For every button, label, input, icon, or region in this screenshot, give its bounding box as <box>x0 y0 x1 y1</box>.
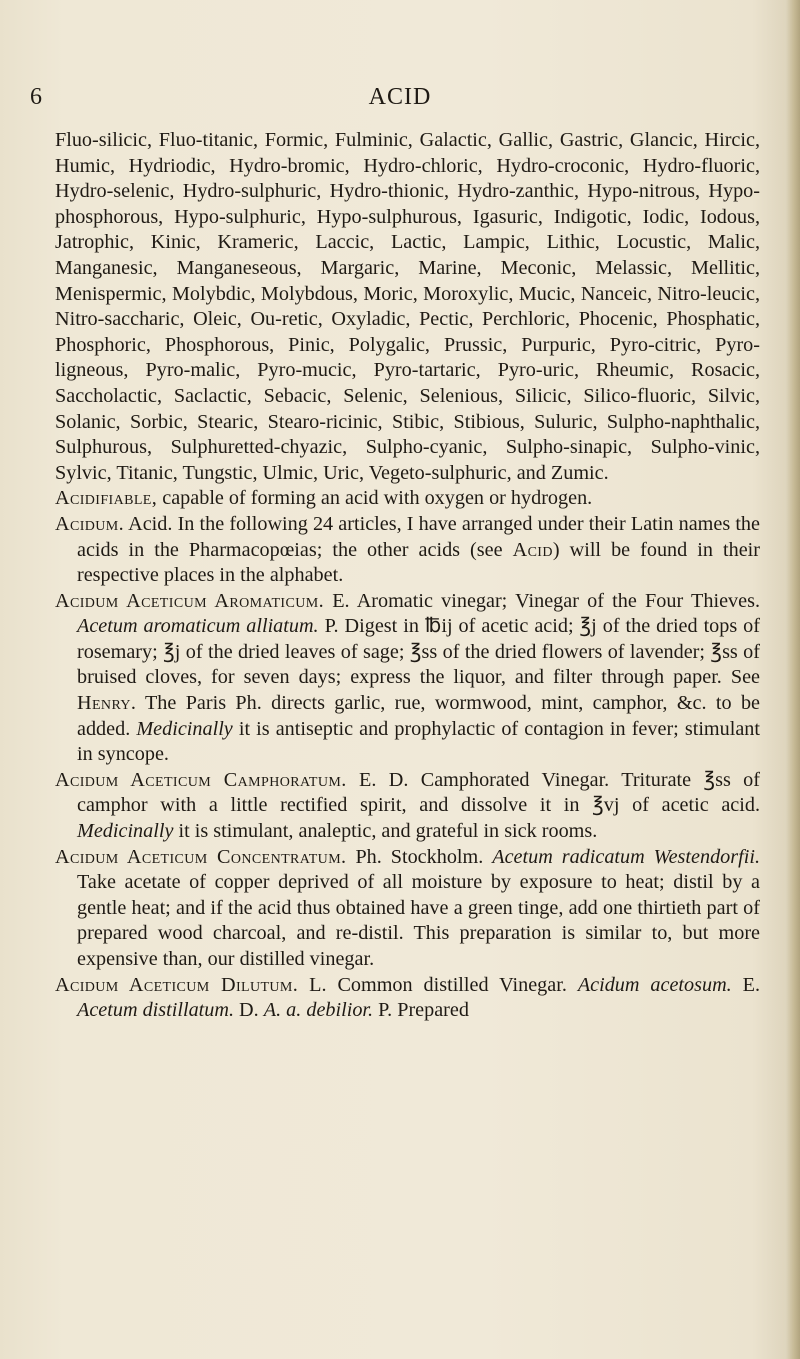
entry-text: Acid. In the following 24 articles, I have arranged under their Latin names the acids in the Pharmacopœias; the other acids (see <box>77 512 760 561</box>
page-edge-shadow <box>786 0 800 1359</box>
page-header <box>0 84 800 114</box>
entry-headword: Acidum Aceticum Concentratum. <box>55 845 347 868</box>
entry-text: E. <box>731 973 761 996</box>
entry-text: Take acetate of copper deprived of all moisture by exposure to heat; distil by a gentle heat; and if the acid thus obtained have a green tinge, add one thirtieth part of prepared wood charcoal, and re-distil. This preparation is similar to, but more expensive than, our distilled vinegar. <box>77 871 760 970</box>
entry-headword: Acidum. <box>55 512 125 535</box>
entry-acidum-aceticum-aromaticum <box>55 589 760 768</box>
cross-reference: Henry <box>77 692 131 715</box>
entry-text: D. <box>234 999 264 1022</box>
entry-text: capable of forming an acid with oxygen or hydrogen. <box>157 487 593 510</box>
dictionary-text <box>55 128 760 1024</box>
entry-text: Ph. Stockholm. <box>346 845 493 868</box>
entry-acidum <box>55 512 760 589</box>
entry-headword: Acidum Aceticum Camphoratum. <box>55 768 347 791</box>
entry-headword: Acidum Aceticum Dilutum. <box>55 973 299 996</box>
entry-text: it is antiseptic and prophylactic of contagion in fever; stimulant in syncope. <box>77 717 760 766</box>
entry-text: it is stimulant, analeptic, and grateful in sick rooms. <box>173 820 598 843</box>
latin-synonym: A. a. debilior. <box>263 999 374 1022</box>
page-number: 6 <box>30 84 42 110</box>
entry-acidifiable <box>55 486 760 512</box>
entry-text: P. Digest in ℔ij of acetic acid; ℥j of the dried tops of rosemary; ℥j of the dried leaves of sage; ℥ss of the dried flowers of lavender; ℥ss of bruised cloves, for seven days; express the liquor, and filter through paper. See <box>77 615 760 689</box>
entry-acidum-aceticum-concentratum <box>55 845 760 973</box>
usage-label: Medicinally <box>77 820 174 843</box>
latin-synonym: Acetum distillatum. <box>77 999 234 1022</box>
usage-label: Medicinally <box>136 717 233 740</box>
entry-acidum-aceticum-camphoratum <box>55 768 760 845</box>
entry-text: . The Paris Ph. directs garlic, rue, wormwood, mint, camphor, &c. to be added. <box>77 692 760 740</box>
latin-synonym: Acetum radicatum Westendorfii. <box>492 845 760 868</box>
entry-acidum-aceticum-dilutum <box>55 973 760 1024</box>
entry-headword: Acidum Aceticum Aromaticum. <box>55 589 325 612</box>
entry-text: P. Prepared <box>373 999 469 1022</box>
acid-list-continuation: Fluo-silicic, Fluo-titanic, Formic, Fulminic, Galactic, Gallic, Gastric, Glancic, Hircic, Humic, Hydriodic, Hydro-bromic, Hydro-chloric, Hydro-croconic, Hydro-fluoric, Hydro-selenic, Hydro-sulphuric, Hydro-thionic, Hydro-zanthic, Hypo-nitrous, Hypo-phosphorous, Hypo-sulphuric, Hypo-sulphurous, Igasuric, Indigotic, Iodic, Iodous, Jatrophic, Kinic, Krameric, Laccic, Lactic, Lampic, Lithic, Locustic, Malic, Manganesic, Manganeseous, Margaric, Marine, Meconic, Melassic, Mellitic, Menispermic, Molybdic, Molybdous, Moric, Moroxylic, Mucic, Nanceic, Nitro-leucic, Nitro-saccharic, Oleic, Ou-retic, Oxyladic, Pectic, Perchloric, Phocenic, Phosphatic, Phosphoric, Phosphorous, Pinic, Polygalic, Prussic, Purpuric, Pyro-citric, Pyro-ligneous, Pyro-malic, Pyro-mucic, Pyro-tartaric, Pyro-uric, Rheumic, Rosacic, Saccholactic, Saclactic, Sebacic, Selenic, Selenious, Silicic, Silico-fluoric, Silvic, Solanic, Sorbic, Stearic, Stearo-ricinic, Stibic, Stibious, Suluric, Sulpho-naphthalic, Sulphurous, Sulphuretted-chyazic, Sulpho-cyanic, Sulpho-sinapic, Sulpho-vinic, Sylvic, Titanic, Tungstic, Ulmic, Uric, Vegeto-sulphuric, and Zumic. <box>55 129 760 484</box>
latin-synonym: Acetum aromaticum alliatum. <box>77 615 319 638</box>
entry-headword: Acidifiable, <box>55 487 158 510</box>
entry-text: E. D. Camphorated Vinegar. Triturate ℥ss of camphor with a little rectified spirit, and dissolve it in ℥vj of acetic acid. <box>77 768 760 817</box>
entry-text: E. Aromatic vinegar; Vinegar of the Four Thieves. <box>324 589 760 612</box>
cross-reference: Acid <box>512 538 553 561</box>
entry-text: ) will be found in their respective places in the alphabet. <box>77 538 760 587</box>
latin-synonym: Acidum acetosum. <box>577 973 732 996</box>
entry-text: L. Common distilled Vinegar. <box>298 973 578 996</box>
running-head: ACID <box>368 84 432 110</box>
